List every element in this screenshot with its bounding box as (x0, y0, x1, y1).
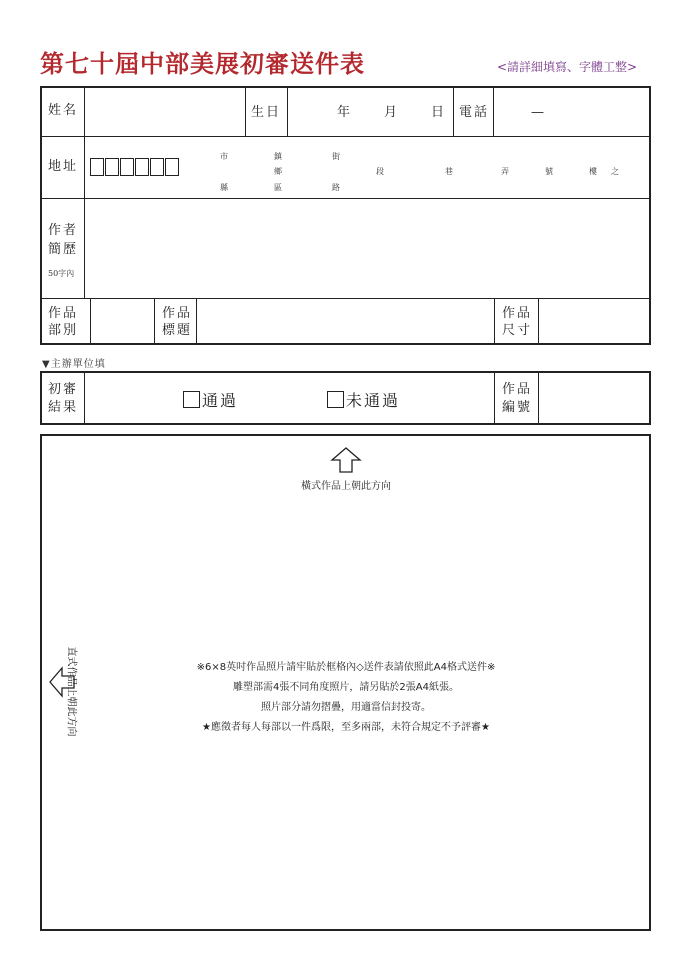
district-label: 區 (274, 183, 282, 192)
form-title: 第七十屆中部美展初審送件表 (40, 49, 365, 78)
bio-field[interactable] (85, 199, 651, 298)
alley-label: 弄 (501, 167, 509, 176)
organizer-table (40, 371, 651, 425)
instruction-line-1: ※6×8英吋作品照片請牢貼於框格內◇送件表請依照此A4格式送件※ (196, 662, 496, 673)
birth-label: 生日 (251, 105, 282, 120)
day-label: 日 (431, 105, 447, 120)
pass-label: 通過 (202, 391, 239, 410)
portrait-orientation-hint: 直式作品上朝此方向 (65, 646, 77, 737)
arrow-up-icon (330, 446, 362, 474)
applicant-info-table (40, 86, 651, 345)
photo-attachment-area[interactable] (40, 434, 651, 931)
fill-instruction-note: <請詳細填寫、字體工整> (497, 60, 638, 74)
landscape-orientation-hint: 橫式作品上朝此方向 (301, 481, 391, 492)
pass-checkbox[interactable] (183, 388, 238, 411)
name-field[interactable] (85, 88, 245, 136)
organizer-section-heading: ▼主辦單位填 (42, 359, 106, 370)
instruction-line-3: 照片部分請勿摺疊，用適當信封投寄。 (261, 702, 431, 713)
town-label: 鎮 (274, 152, 282, 161)
lane-label: 巷 (445, 167, 453, 176)
fail-checkbox[interactable] (327, 388, 400, 411)
work-category-field[interactable] (91, 299, 154, 345)
year-label: 年 (337, 105, 353, 120)
fail-checkbox-square[interactable] (327, 391, 344, 408)
month-label: 月 (384, 105, 400, 120)
phone-label: 電話 (459, 105, 490, 120)
fail-label: 未通過 (346, 391, 401, 410)
floor-of-label: 之 (611, 167, 619, 176)
section-label: 段 (376, 167, 384, 176)
review-result-label-line1: 初審 (48, 382, 79, 397)
pass-checkbox-square[interactable] (183, 391, 200, 408)
postal-code-boxes[interactable] (90, 158, 180, 180)
work-number-label-line1: 作品 (502, 382, 533, 397)
floor-label: 樓 (589, 167, 597, 176)
work-title-label-line2: 標題 (162, 323, 193, 338)
street-label: 街 (332, 152, 340, 161)
work-size-label-line1: 作品 (502, 306, 533, 321)
instruction-line-2: 雕塑部需4張不同角度照片，請另貼於2張A4紙張。 (233, 682, 459, 693)
county-label: 縣 (220, 183, 228, 192)
phone-field[interactable] (494, 88, 651, 136)
city-label: 市 (220, 152, 228, 161)
road-label: 路 (332, 183, 340, 192)
birth-date-field[interactable] (288, 88, 453, 136)
bio-label-line2: 簡歷 (48, 242, 79, 257)
work-size-label-line2: 尺寸 (502, 323, 533, 338)
work-title-label-line1: 作品 (162, 306, 193, 321)
work-number-label-line2: 編號 (502, 400, 533, 415)
phone-dash: — (531, 105, 546, 120)
name-label: 姓名 (48, 103, 79, 118)
number-label: 號 (545, 167, 553, 176)
work-category-label-line1: 作品 (48, 306, 79, 321)
review-result-label-line2: 結果 (48, 400, 79, 415)
work-number-field[interactable] (539, 373, 651, 423)
address-field[interactable] (182, 137, 650, 197)
instruction-line-4: ★應徵者每人每部以一件爲限，至多兩部，未符合規定不予評審★ (202, 722, 490, 733)
township-label: 鄉 (274, 167, 282, 176)
work-title-field[interactable] (197, 299, 494, 345)
address-label: 地址 (48, 159, 79, 174)
bio-label-line1: 作者 (48, 223, 79, 238)
bio-word-limit: 50字內 (48, 269, 75, 278)
work-size-field[interactable] (539, 299, 651, 345)
work-category-label-line2: 部別 (48, 323, 79, 338)
